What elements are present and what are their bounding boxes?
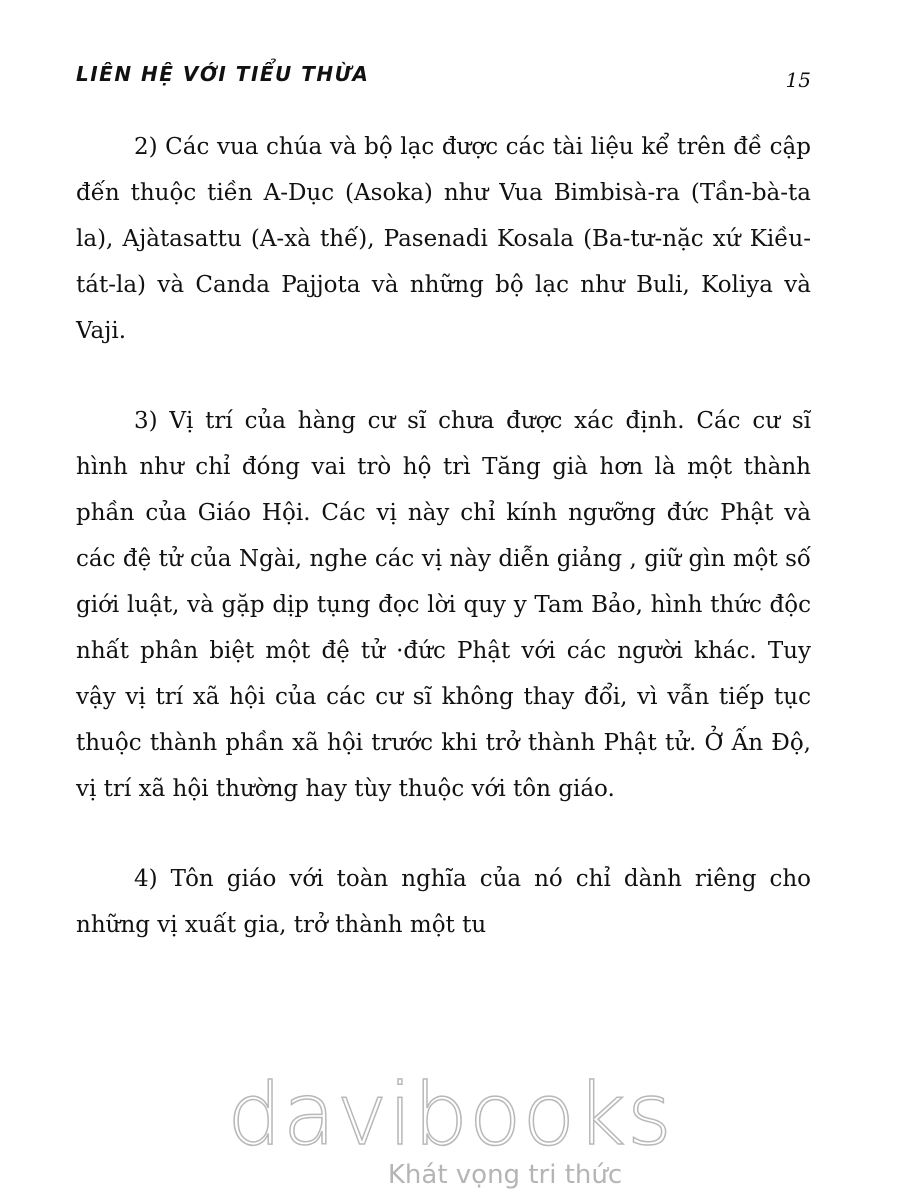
- running-title: LIÊN HỆ VỚI TIỂU THỪA: [76, 62, 370, 86]
- paragraph-3: 3) Vị trí của hàng cư sĩ chưa được xác định. Các cư sĩ hình như chỉ đóng vai trò hộ trì Tăng già hơn là một thành phần của Giáo Hội. Các vị này chỉ kính ngưỡng đức Phật và các đệ tử của Ngài, nghe các vị này diễn giảng , giữ gìn một số giới luật, và gặp dịp tụng đọc lời quy y Tam Bảo, hình thức độc nhất phân biệt một đệ tử ·đức Phật với các người khác. Tuy vậy vị trí xã hội của các cư sĩ không thay đổi, vì vẫn tiếp tục thuộc thành phần xã hội trước khi trở thành Phật tử. Ở Ấn Độ, vị trí xã hội thường hay tùy thuộc với tôn giáo.: [76, 408, 811, 802]
- paragraph-2: 2) Các vua chúa và bộ lạc được các tài liệu kể trên đề cập đến thuộc tiền A-Dục (Asoka) như Vua Bimbisà-ra (Tần-bà-ta la), Ajàtasattu (A-xà thế), Pasenadi Kosala (Ba-tư-nặc xứ Kiều-tát-la) và Canda Pajjota và những bộ lạc như Buli, Koliya và Vaji.: [76, 134, 811, 344]
- watermark-tagline: Khát vọng tri thức: [387, 1160, 623, 1190]
- body-text: [76, 124, 811, 948]
- page-number: 15: [785, 68, 811, 92]
- watermark: [0, 1065, 900, 1200]
- watermark-logo: davibooks: [227, 1065, 673, 1165]
- running-header: [76, 62, 811, 102]
- paragraph-4: 4) Tôn giáo với toàn nghĩa của nó chỉ dành riêng cho những vị xuất gia, trở thành một tu: [76, 866, 811, 938]
